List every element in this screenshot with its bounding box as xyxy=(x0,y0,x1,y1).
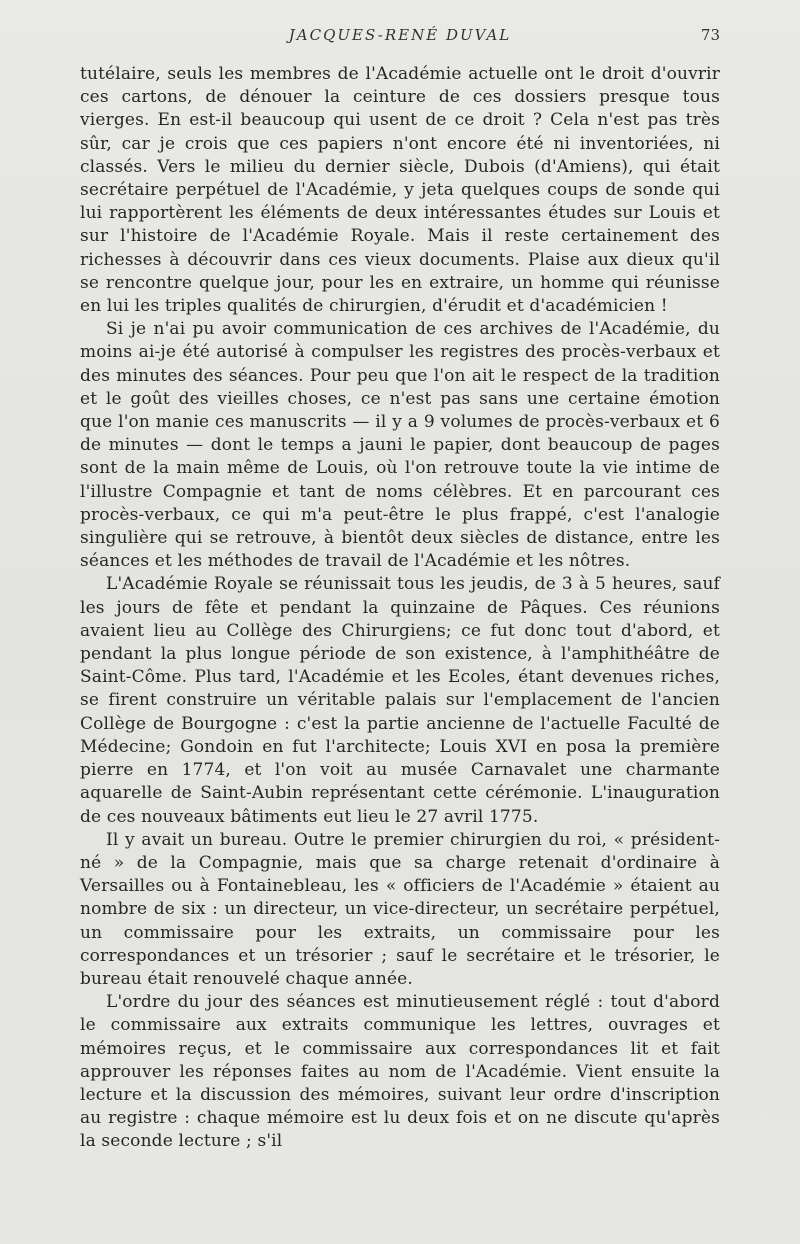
body-text xyxy=(80,63,720,1154)
paragraph: tutélaire, seuls les membres de l'Académie actuelle ont le droit d'ouvrir ces cartons, de dénouer la ceinture de ces dossiers presque tous vierges. En est-il beaucoup qui usent de ce droit ? Cela n'est pas très sûr, car je crois que ces papiers n'ont encore été ni inventoriées, ni classés. Vers le milieu du dernier siècle, Dubois (d'Amiens), qui était secrétaire perpétuel de l'Académie, y jeta quelques coups de sonde qui lui rapportèrent les éléments de deux intéressantes études sur Louis et sur l'histoire de l'Académie Royale. Mais il reste certainement des richesses à découvrir dans ces vieux documents. Plaise aux dieux qu'il se rencontre quelque jour, pour les en extraire, un homme qui réunisse en lui les triples qualités de chirurgien, d'érudit et d'académicien ! xyxy=(80,64,720,317)
paragraph: Si je n'ai pu avoir communication de ces archives de l'Académie, du moins ai-je été autorisé à compulser les registres des procès-verbaux et des minutes des séances. Pour peu que l'on ait le respect de la tradition et le goût des vieilles choses, ce n'est pas sans une certaine émotion que l'on manie ces manuscrits — il y a 9 volumes de procès-verbaux et 6 de minutes — dont le temps a jauni le papier, dont beaucoup de pages sont de la main même de Louis, où l'on retrouve toute la vie intime de l'illustre Compagnie et tant de noms célèbres. Et en parcourant ces procès-verbaux, ce qui m'a peut-être le plus frappé, c'est l'analogie singulière qui se retrouve, à bientôt deux siècles de distance, entre les séances et les méthodes de travail de l'Académie et les nôtres. xyxy=(80,319,720,572)
paragraph: Il y avait un bureau. Outre le premier chirurgien du roi, « président-né » de la Compagnie, mais que sa charge retenait d'ordinaire à Versailles ou à Fontainebleau, les « officiers de l'Académie » étaient au nombre de six : un directeur, un vice-directeur, un secrétaire perpétuel, un commissaire pour les extraits, un commissaire pour les correspondances et un trésorier ; sauf le secrétaire et le trésorier, le bureau était renouvelé chaque année. xyxy=(80,829,720,989)
paragraph: L'ordre du jour des séances est minutieusement réglé : tout d'abord le commissaire aux extraits communique les lettres, ouvrages et mémoires reçus, et le commissaire aux correspondances lit et fait approuver les réponses faites au nom de l'Académie. Vient ensuite la lecture et la discussion des mémoires, suivant leur ordre d'inscription au registre : chaque mémoire est lu deux fois et on ne discute qu'après la seconde lecture ; s'il xyxy=(80,992,720,1152)
running-title: JACQUES-RENÉ DUVAL xyxy=(288,26,512,44)
page-number: 73 xyxy=(700,26,720,44)
paragraph: L'Académie Royale se réunissait tous les jeudis, de 3 à 5 heures, sauf les jours de fête et pendant la quinzaine de Pâques. Ces réunions avaient lieu au Collège des Chirurgiens; ce fut donc tout d'abord, et pendant la plus longue période de son existence, à l'amphithéâtre de Saint-Côme. Plus tard, l'Académie et les Ecoles, étant devenues riches, se firent construire un véritable palais sur l'emplacement de l'ancien Collège de Bourgogne : c'est la partie ancienne de l'actuelle Faculté de Médecine; Gondoin en fut l'architecte; Louis XVI en posa la première pierre en 1774, et l'on voit au musée Carnavalet une charmante aquarelle de Saint-Aubin représentant cette cérémonie. L'inauguration de ces nouveaux bâtiments eut lieu le 27 avril 1775. xyxy=(80,574,720,827)
page-header xyxy=(80,26,720,48)
